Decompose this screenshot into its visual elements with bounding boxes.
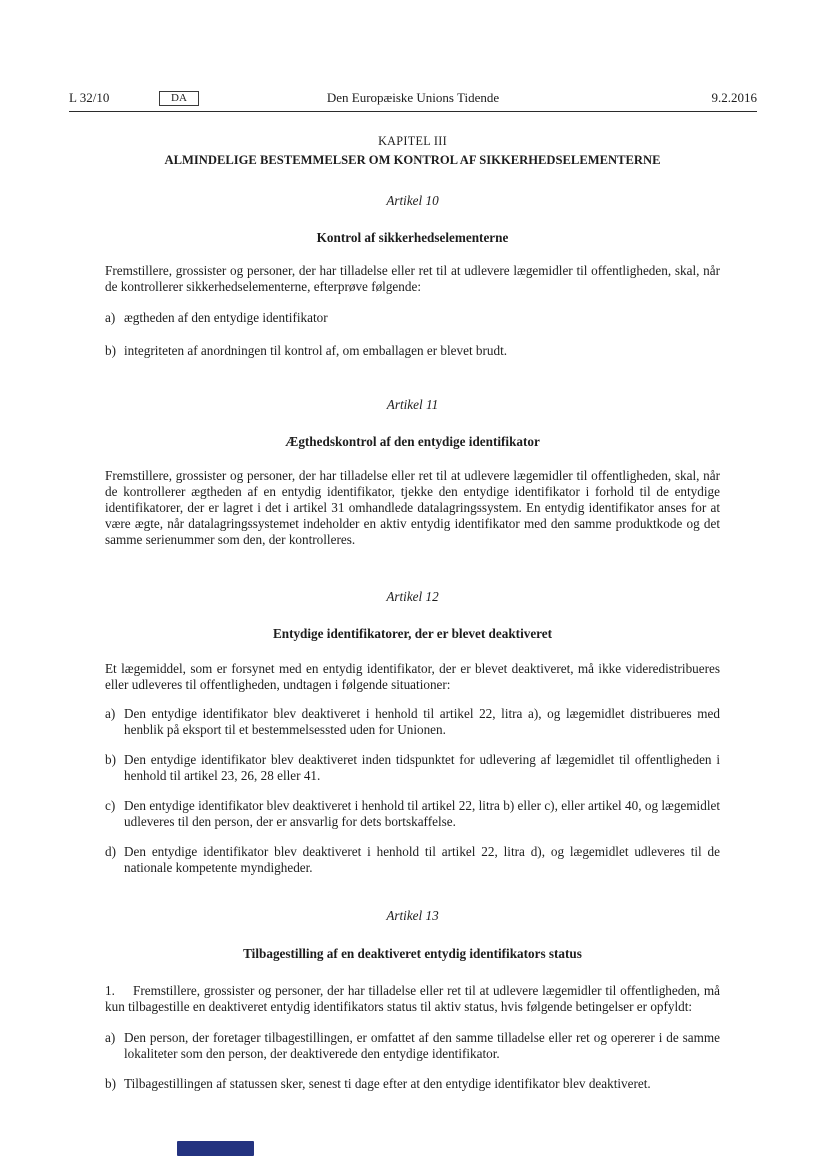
article-11-title: Ægthedskontrol af den entydige identifikator [285, 434, 540, 449]
article-11-number: Artikel 11 [386, 397, 439, 412]
article-10-intro: Fremstillere, grossister og personer, der har tilladelse eller ret til at udlevere lægemidler til offentligheden, skal, når de kontrollerer sikkerhedselementerne, efterprøve følgende: [105, 263, 720, 294]
list-item-label: b) [105, 343, 116, 358]
article-13-number: Artikel 13 [386, 908, 439, 923]
list-item [105, 343, 720, 359]
article-10-number: Artikel 10 [386, 193, 439, 208]
paragraph-number: 1. [105, 983, 115, 998]
list-item-text: integriteten af anordningen til kontrol af, om emballagen er blevet brudt. [124, 343, 508, 358]
list-item [105, 706, 720, 738]
article-11-body: Fremstillere, grossister og personer, der har tilladelse eller ret til at udlevere lægemidler til offentligheden, skal, når de kontrollerer ægtheden af en entydig identifikator, tjekke den entydige identifikator i forhold til de entydige identifikatorer, der er lagret i det i artikel 31 omhandlede datalagringssystem. En entydig identifikator anses for at være ægte, når datalagringssystemet indeholder en aktiv entydig identifikator med den samme produktkode og det samme serienummer som den, der kontrolleres. [105, 468, 720, 547]
list-item [105, 1030, 720, 1062]
page-header [69, 90, 757, 112]
list-item-label: d) [105, 844, 116, 859]
list-item-text: Tilbagestillingen af statussen sker, senest ti dage efter at den entydige identifikator blev deaktiveret. [124, 1076, 651, 1091]
list-item-label: a) [105, 310, 116, 325]
list-item [105, 310, 720, 326]
article-12-title: Entydige identifikatorer, der er blevet deaktiveret [272, 626, 553, 641]
list-item-label: a) [105, 706, 116, 721]
list-item-label: b) [105, 752, 116, 767]
list-item-text: ægtheden af den entydige identifikator [124, 310, 328, 325]
article-10-title: Kontrol af sikkerhedselementerne [316, 230, 509, 245]
header-page-number: L 32/10 [69, 90, 110, 105]
list-item-text: Den entydige identifikator blev deaktiveret inden tidspunktet for udlevering af lægemidlet til offentligheden i henhold til artikel 23, 26, 28 eller 41. [124, 752, 720, 783]
article-13-paragraph [105, 983, 720, 1015]
paragraph-text: Fremstillere, grossister og personer, der har tilladelse eller ret til at udlevere lægemidler til offentligheden, må kun tilbagestille en deaktiveret entydig identifikators status til aktiv status, hvis følgende betingelser er opfyldt: [105, 983, 720, 1014]
article-13-title: Tilbagestilling af en deaktiveret entydig identifikators status [243, 946, 582, 961]
list-item-label: c) [105, 798, 116, 813]
article-12-intro: Et lægemiddel, som er forsynet med en entydig identifikator, der er blevet deaktiveret, må ikke videredistribueres eller udleveres til offentligheden, undtagen i følgende situationer: [105, 661, 720, 692]
list-item [105, 844, 720, 876]
list-item-text: Den person, der foretager tilbagestillingen, er omfattet af den samme tilladelse eller ret og opererer i de samme lokaliteter som den person, der deaktiverede den entydige identifikator. [124, 1030, 720, 1061]
chapter-label: KAPITEL III [378, 134, 447, 148]
list-item-label: a) [105, 1030, 116, 1045]
chapter-title: ALMINDELIGE BESTEMMELSER OM KONTROL AF SIKKERHEDSELEMENTERNE [164, 153, 661, 167]
header-date: 9.2.2016 [711, 90, 757, 105]
header-language-badge: DA [159, 91, 199, 106]
header-journal-title: Den Europæiske Unions Tidende [326, 90, 500, 105]
list-item [105, 1076, 720, 1092]
list-item-text: Den entydige identifikator blev deaktiveret i henhold til artikel 22, litra b) eller c), eller artikel 40, og lægemidlet udleveres til den person, der er ansvarlig for dets bortskaffelse. [124, 798, 720, 829]
list-item [105, 752, 720, 784]
list-item-text: Den entydige identifikator blev deaktiveret i henhold til artikel 22, litra a), og lægemidlet distribueres med henblik på eksport til et bestemmelsessted uden for Unionen. [124, 706, 720, 737]
article-12-number: Artikel 12 [386, 589, 439, 604]
list-item-text: Den entydige identifikator blev deaktiveret i henhold til artikel 22, litra d), og lægemidlet udleveres til de nationale kompetente myndigheder. [124, 844, 720, 875]
footer-sticker [177, 1141, 254, 1156]
document-body [105, 133, 720, 1092]
list-item-label: b) [105, 1076, 116, 1091]
list-item [105, 798, 720, 830]
